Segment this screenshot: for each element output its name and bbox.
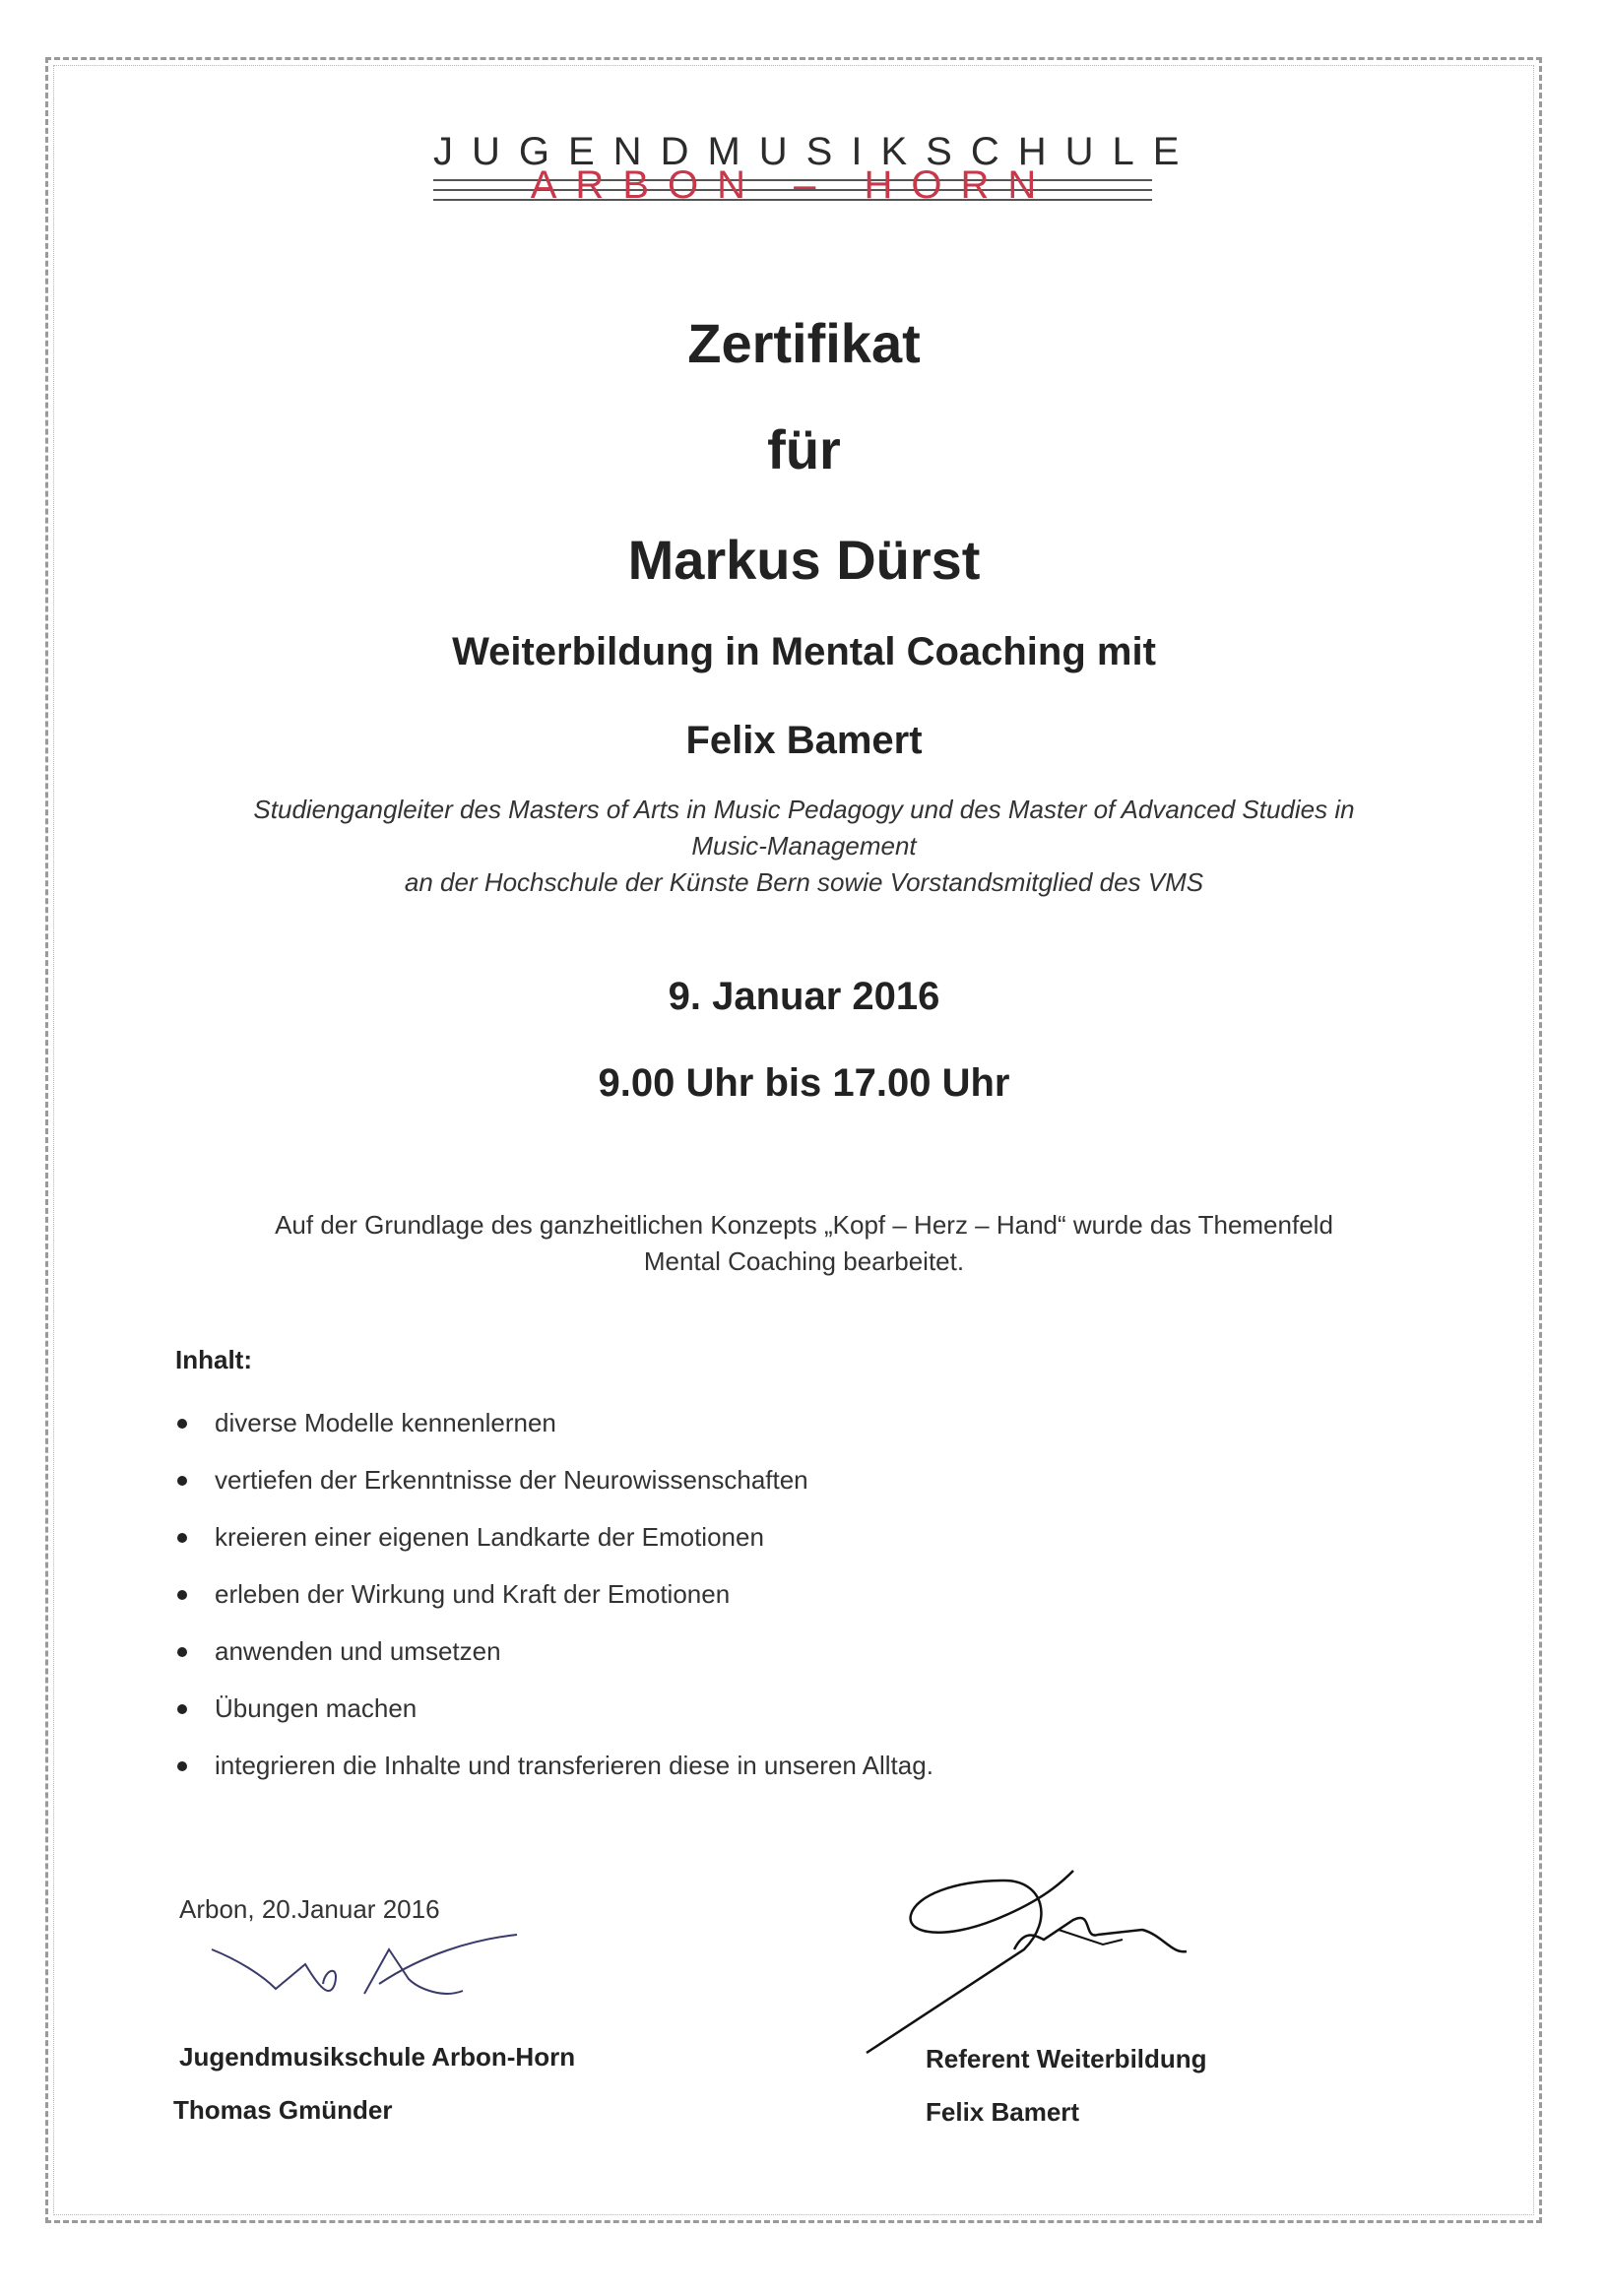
logo-text-line2: ARBON – HORN (530, 163, 1056, 207)
intro-line: Mental Coaching bearbeitet. (643, 1246, 965, 1276)
lecturer-description-line: an der Hochschule der Künste Bern sowie Vorstandsmitglied des VMS (404, 867, 1204, 897)
signature-left (207, 1930, 532, 2018)
logo-text-line1: JUGENDMUSIKSCHULE (433, 130, 1198, 173)
decorative-border-inner (53, 65, 1534, 2215)
signatory-name-right: Felix Bamert (926, 2097, 1080, 2127)
bullet-icon (177, 1476, 187, 1486)
lecturer-description-line: Studiengangleiter des Masters of Arts in Music Pedagogy und des Master of Advanced Studies in (253, 795, 1355, 824)
content-list (175, 1408, 1357, 1808)
school-logo (433, 130, 1198, 209)
course-time: 9.00 Uhr bis 17.00 Uhr (598, 1061, 1010, 1105)
list-item-text: kreieren einer eigenen Landkarte der Emotionen (215, 1522, 764, 1552)
list-item (175, 1693, 1357, 1751)
list-item-text: diverse Modelle kennenlernen (215, 1408, 556, 1437)
list-item-text: anwenden und umsetzen (215, 1636, 501, 1666)
lecturer-description (0, 792, 1608, 901)
list-item (175, 1579, 1357, 1636)
lecturer-name: Felix Bamert (685, 719, 923, 762)
list-item-text: Übungen machen (215, 1693, 418, 1723)
intro-paragraph (0, 1207, 1608, 1280)
bullet-icon (177, 1419, 187, 1429)
bullet-icon (177, 1590, 187, 1600)
intro-line: Auf der Grundlage des ganzheitlichen Konzepts „Kopf – Herz – Hand“ wurde das Themenfeld (275, 1210, 1333, 1240)
content-heading: Inhalt: (175, 1345, 252, 1374)
signatory-role: Referent Weiterbildung (926, 2044, 1207, 2073)
list-item (175, 1408, 1357, 1465)
bullet-icon (177, 1761, 187, 1771)
course-title: Weiterbildung in Mental Coaching mit (452, 630, 1156, 673)
signatory-name-left: Thomas Gmünder (173, 2095, 393, 2125)
lecturer-description-line: Music-Management (691, 831, 917, 861)
recipient-name: Markus Dürst (627, 529, 981, 591)
signature-right (847, 1841, 1221, 2068)
list-item (175, 1465, 1357, 1522)
bullet-icon (177, 1647, 187, 1657)
certificate-title: Zertifikat (687, 312, 921, 374)
bullet-icon (177, 1704, 187, 1714)
list-item (175, 1751, 1357, 1808)
bullet-icon (177, 1533, 187, 1543)
list-item-text: integrieren die Inhalte und transferieren diese in unseren Alltag. (215, 1751, 933, 1780)
list-item-text: vertiefen der Erkenntnisse der Neurowissenschaften (215, 1465, 808, 1495)
certificate-for: für (767, 418, 841, 480)
signatory-organization: Jugendmusikschule Arbon-Horn (179, 2042, 576, 2072)
list-item (175, 1636, 1357, 1693)
course-date: 9. Januar 2016 (668, 975, 940, 1018)
list-item-text: erleben der Wirkung und Kraft der Emotionen (215, 1579, 731, 1609)
place-and-date: Arbon, 20.Januar 2016 (179, 1894, 440, 1924)
list-item (175, 1522, 1357, 1579)
